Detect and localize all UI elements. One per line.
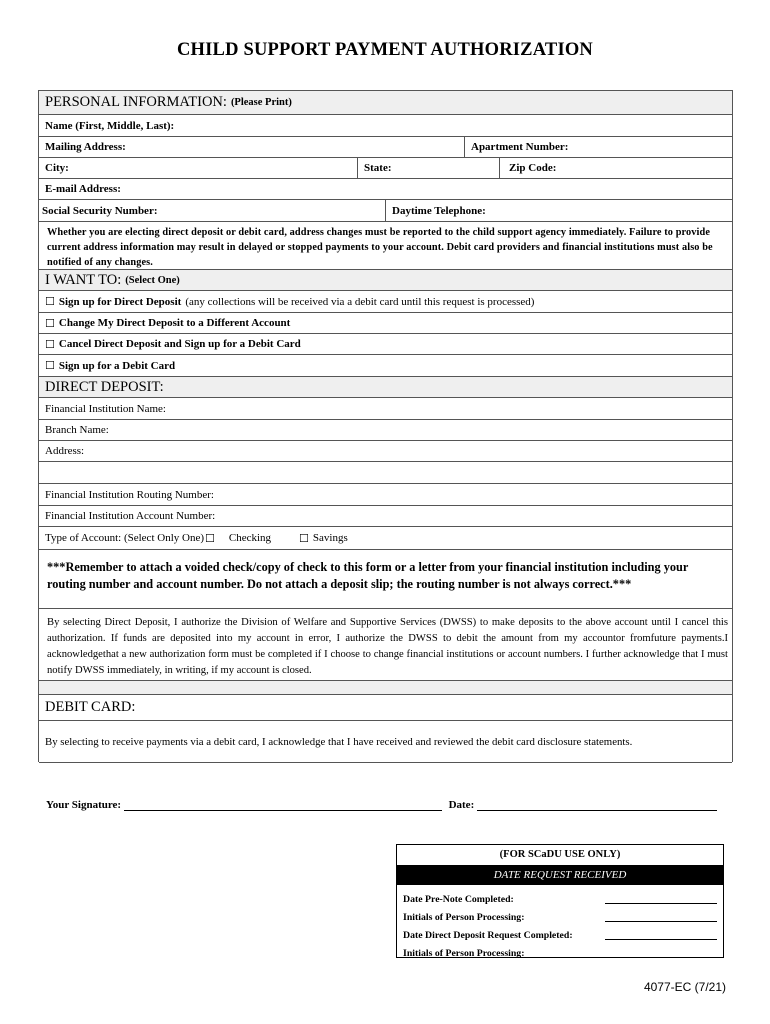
- office-item: [403, 909, 717, 927]
- date-request-received-banner: DATE REQUEST RECEIVED: [397, 865, 723, 885]
- city-field[interactable]: [39, 158, 357, 178]
- signature-field[interactable]: [124, 798, 442, 811]
- i-want-to-heading: I WANT TO:: [45, 271, 122, 288]
- state-label: State:: [364, 162, 392, 174]
- email-label: E-mail Address:: [45, 183, 121, 195]
- date-label: Date:: [448, 799, 475, 811]
- address-change-notice: Whether you are electing direct deposit or debit card, address changes must be reported to the child support agency immediately. Failure to provide current address information may result in delayed or stopped payments to your account. Debit card providers and financial institutions must also be notified of any changes.: [47, 227, 713, 268]
- office-item: [403, 891, 717, 909]
- page-title: CHILD SUPPORT PAYMENT AUTHORIZATION: [177, 40, 593, 60]
- option-debit-card-label: Sign up for a Debit Card: [58, 359, 176, 372]
- direct-deposit-heading: DIRECT DEPOSIT:: [45, 378, 164, 395]
- checkbox-cancel-direct-deposit[interactable]: ☐: [45, 337, 55, 351]
- office-item: [403, 945, 717, 963]
- personal-info-header: [39, 91, 732, 115]
- debit-card-row: [39, 721, 732, 763]
- checkbox-debit-card[interactable]: ☐: [45, 359, 55, 372]
- office-item-field[interactable]: [605, 927, 717, 940]
- mailing-address-field[interactable]: [39, 137, 464, 157]
- bank-address-row[interactable]: [39, 441, 732, 462]
- branch-name-label: Branch Name:: [45, 424, 109, 436]
- section-spacer: [39, 681, 732, 695]
- option-direct-deposit-note: (any collections will be received via a debit card until this request is processed): [185, 295, 535, 308]
- office-item-label: Date Direct Deposit Request Completed:: [403, 930, 573, 941]
- authorization-form: [38, 90, 733, 762]
- phone-field[interactable]: [385, 200, 486, 221]
- office-item-label: Initials of Person Processing:: [403, 912, 525, 923]
- office-use-header: (FOR SCaDU USE ONLY): [499, 849, 621, 860]
- ssn-row: [39, 200, 732, 222]
- checkbox-checking[interactable]: ☐: [205, 531, 215, 545]
- apartment-label: Apartment Number:: [471, 141, 569, 153]
- mailing-row: [39, 137, 732, 158]
- bank-address-label: Address:: [45, 445, 85, 457]
- email-row[interactable]: [39, 179, 732, 200]
- bank-address-line-2[interactable]: [39, 462, 732, 484]
- signature-line: [46, 798, 717, 811]
- checking-label: Checking: [228, 532, 272, 544]
- option-change-account[interactable]: [39, 313, 732, 334]
- routing-number-row[interactable]: [39, 484, 732, 506]
- mailing-address-label: Mailing Address:: [45, 141, 126, 153]
- option-change-account-label: Change My Direct Deposit to a Different Account: [58, 317, 291, 329]
- name-label: Name (First, Middle, Last):: [45, 119, 175, 132]
- i-want-to-header: [39, 270, 732, 291]
- city-label: City:: [45, 162, 69, 174]
- account-type-label: Type of Account: (Select Only One): [45, 532, 204, 544]
- checkbox-direct-deposit[interactable]: ☐: [45, 295, 55, 308]
- option-cancel-direct-deposit-label: Cancel Direct Deposit and Sign up for a Debit Card: [58, 338, 301, 350]
- debit-card-acknowledgement: By selecting to receive payments via a debit card, I acknowledge that I have received and reviewed the debit card disclosure statements.: [45, 735, 633, 748]
- city-row: [39, 158, 732, 179]
- office-item-field[interactable]: [605, 945, 717, 958]
- authorization-row: [39, 609, 732, 681]
- option-debit-card[interactable]: [39, 355, 732, 377]
- remember-row: [39, 550, 732, 609]
- voided-check-reminder: ***Remember to attach a voided check/copy of check to this form or a letter from your financial institution including your routing number and account number. Do not attach a deposit slip; the routing number is not always correct.***: [47, 560, 689, 591]
- office-item-label: Initials of Person Processing:: [403, 948, 525, 959]
- savings-label: Savings: [312, 532, 348, 544]
- phone-label: Daytime Telephone:: [392, 204, 486, 217]
- account-number-label: Financial Institution Account Number:: [45, 510, 216, 522]
- name-row[interactable]: [39, 115, 732, 137]
- ssn-field[interactable]: [39, 200, 385, 221]
- form-number: 4077-EC (7/21): [643, 980, 726, 994]
- date-field[interactable]: [477, 798, 717, 811]
- branch-name-row[interactable]: [39, 420, 732, 441]
- signature-label: Your Signature:: [46, 799, 122, 811]
- office-use-box: [396, 844, 724, 958]
- option-cancel-direct-deposit[interactable]: [39, 334, 732, 355]
- zip-field[interactable]: [499, 158, 556, 178]
- routing-number-label: Financial Institution Routing Number:: [45, 488, 214, 501]
- option-direct-deposit-label: Sign up for Direct Deposit: [58, 295, 182, 308]
- office-item-field[interactable]: [605, 909, 717, 922]
- zip-label: Zip Code:: [509, 162, 557, 174]
- direct-deposit-header: [39, 377, 732, 398]
- debit-card-header: [39, 695, 732, 721]
- office-item-field[interactable]: [605, 891, 717, 904]
- checkbox-change-account[interactable]: ☐: [45, 316, 55, 330]
- personal-info-heading: PERSONAL INFORMATION:: [45, 94, 227, 110]
- apartment-field[interactable]: [464, 137, 568, 157]
- ssn-label: Social Security Number:: [42, 204, 158, 217]
- office-item-label: Date Pre-Note Completed:: [403, 894, 514, 905]
- i-want-to-note: (Select One): [125, 274, 180, 286]
- debit-card-heading: DEBIT CARD:: [45, 699, 136, 715]
- institution-name-row[interactable]: [39, 398, 732, 420]
- state-field[interactable]: [357, 158, 499, 178]
- account-type-row: [39, 527, 732, 550]
- office-item: [403, 927, 717, 945]
- account-number-row[interactable]: [39, 506, 732, 527]
- personal-info-note: (Please Print): [230, 97, 292, 108]
- institution-name-label: Financial Institution Name:: [45, 402, 166, 415]
- direct-deposit-authorization-text: By selecting Direct Deposit, I authorize the Division of Welfare and Supportive Services (DWSS) to make deposits to the above account until I cancel this authorization. If funds are deposited into my account in error, I authorize the DWSS to debit the amount from my accountor fromfuture payments.I acknowledgethat a new authorization form must be completed if I choose to change financial institutions or account numbers. I further acknowledge that I must notify DWSS immediately, in writing, if my account is closed.: [47, 617, 728, 676]
- option-direct-deposit[interactable]: [39, 291, 732, 313]
- checkbox-savings[interactable]: ☐: [299, 531, 309, 545]
- notice-row: [39, 222, 732, 270]
